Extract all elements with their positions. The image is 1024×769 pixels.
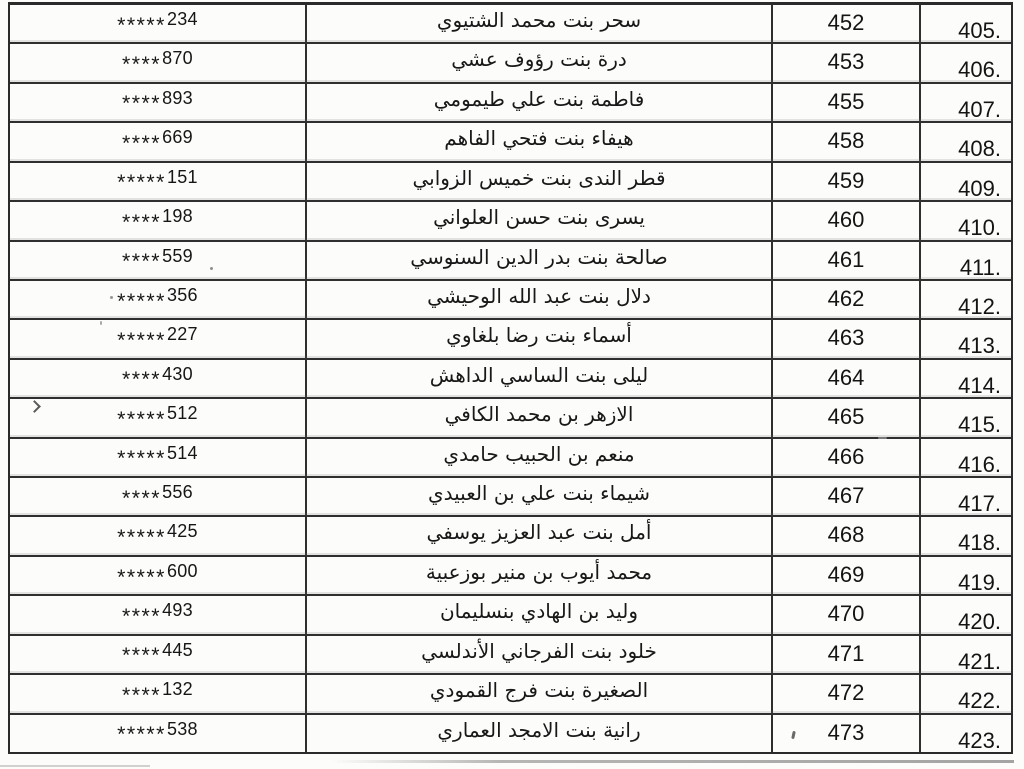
entry-number-cell — [773, 360, 919, 397]
masked-id-cell — [10, 5, 305, 42]
sequence-number: 418. — [958, 530, 1001, 555]
name-cell — [305, 478, 773, 515]
entry-number-cell — [773, 439, 919, 476]
masked-digits: 493 — [162, 600, 193, 621]
masked-digits: 669 — [162, 127, 193, 148]
masked-id-cell — [10, 478, 305, 515]
entry-number: 465 — [827, 404, 865, 430]
masked-digits: 132 — [162, 679, 193, 700]
entry-number-cell — [773, 5, 919, 42]
sequence-number-cell — [919, 399, 1011, 436]
sequence-number: 407. — [958, 96, 1001, 122]
sequence-number: 410. — [958, 215, 1001, 240]
masked-id-cell — [10, 675, 305, 712]
person-name: صالحة بنت بدر الدين السنوسي — [410, 244, 668, 269]
sequence-number-cell — [919, 202, 1011, 239]
masked-stars: **** — [122, 249, 162, 274]
masked-id-cell — [10, 44, 305, 81]
masked-digits: 893 — [162, 87, 193, 108]
sequence-number: 411. — [959, 254, 1001, 279]
table-row — [10, 555, 1011, 594]
masked-stars: **** — [122, 91, 162, 116]
entry-number: 461 — [827, 246, 865, 272]
person-name: خلود بنت الفرجاني الأندلسي — [421, 638, 657, 663]
person-name: أمل بنت عبد العزيز يوسفي — [426, 520, 652, 545]
masked-digits: 234 — [166, 9, 198, 29]
masked-id-cell — [10, 399, 305, 436]
entry-number: 469 — [827, 561, 865, 587]
entry-number: 473 — [827, 719, 865, 745]
sequence-number: 406. — [958, 57, 1001, 82]
entry-number: 468 — [827, 522, 865, 548]
masked-stars: ***** — [117, 406, 166, 431]
table-row — [10, 397, 1011, 436]
masked-id-cell — [10, 320, 305, 357]
name-cell — [305, 439, 773, 476]
entry-number: 455 — [827, 88, 865, 114]
sequence-number: 419. — [958, 569, 1001, 595]
name-cell — [305, 399, 773, 436]
entry-number-cell — [773, 84, 919, 121]
name-cell — [305, 517, 773, 554]
name-cell — [305, 557, 773, 594]
person-name: سحر بنت محمد الشتيوي — [436, 8, 642, 32]
masked-stars: ***** — [117, 722, 166, 747]
name-cell — [305, 242, 773, 279]
entry-number: 471 — [827, 640, 865, 666]
masked-stars: ***** — [117, 327, 166, 352]
entry-number-cell — [773, 44, 919, 81]
entry-number: 463 — [827, 325, 865, 351]
sequence-number: 414. — [958, 372, 1001, 398]
table-row — [10, 82, 1011, 121]
person-name: رانية بنت الامجد العماري — [437, 717, 641, 742]
table-row — [10, 673, 1011, 712]
person-name: درة بنت رؤوف عشي — [451, 47, 627, 72]
entry-number-cell — [773, 163, 919, 200]
sequence-number: 421. — [958, 648, 1001, 674]
entry-number-cell — [773, 478, 919, 515]
masked-id-cell — [10, 596, 305, 633]
masked-stars: **** — [122, 130, 162, 155]
sequence-number: 416. — [958, 451, 1001, 477]
masked-digits: 538 — [166, 718, 198, 739]
entry-number: 458 — [827, 128, 865, 154]
masked-digits: 445 — [162, 639, 193, 660]
masked-digits: 425 — [166, 521, 198, 542]
name-cell — [305, 84, 773, 121]
person-name: أسماء بنت رضا بلغاوي — [446, 323, 632, 348]
person-name: وليد بن الهادي بنسليمان — [439, 599, 639, 624]
name-cell — [305, 281, 773, 318]
entry-number-cell — [773, 715, 919, 752]
entry-number: 459 — [827, 167, 865, 193]
name-cell — [305, 596, 773, 633]
masked-digits: 559 — [162, 245, 193, 266]
table-row — [10, 437, 1011, 476]
table-row — [10, 200, 1011, 239]
sequence-number-cell — [919, 517, 1011, 554]
sequence-number-cell — [919, 715, 1011, 752]
name-cell — [305, 163, 773, 200]
sequence-number-cell — [919, 44, 1011, 81]
entry-number-cell — [773, 596, 919, 633]
masked-id-cell — [10, 202, 305, 239]
sequence-number: 413. — [958, 333, 1001, 358]
entry-number: 452 — [827, 10, 865, 35]
masked-stars: **** — [122, 209, 162, 234]
sequence-number: 423. — [958, 727, 1001, 753]
table-row — [10, 515, 1011, 554]
entry-number-cell — [773, 281, 919, 318]
masked-digits: 356 — [166, 284, 198, 305]
person-name: الصغيرة بنت فرج القمودي — [429, 678, 649, 703]
person-name: فاطمة بنت علي طيمومي — [433, 86, 645, 111]
sequence-number-cell — [919, 675, 1011, 712]
entry-number: 466 — [827, 443, 865, 469]
sequence-number: 415. — [958, 412, 1001, 437]
masked-digits: 227 — [166, 324, 198, 345]
masked-id-cell — [10, 636, 305, 673]
masked-id-cell — [10, 281, 305, 318]
entry-number: 467 — [827, 483, 865, 509]
entry-number: 460 — [827, 207, 865, 233]
sequence-number-cell — [919, 320, 1011, 357]
table-row — [10, 594, 1011, 633]
sequence-number-cell — [919, 123, 1011, 160]
name-cell — [305, 320, 773, 357]
sequence-number-cell — [919, 439, 1011, 476]
table-row — [10, 279, 1011, 318]
masked-digits: 556 — [162, 482, 193, 503]
masked-digits: 600 — [166, 560, 198, 581]
person-name: منعم بن الحبيب حامدي — [443, 441, 635, 466]
name-cell — [305, 636, 773, 673]
sequence-number-cell — [919, 281, 1011, 318]
masked-id-cell — [10, 715, 305, 752]
person-name: الازهر بن محمد الكافي — [444, 402, 634, 427]
sequence-number-cell — [919, 242, 1011, 279]
entry-number: 462 — [827, 285, 865, 311]
table-row — [10, 42, 1011, 81]
person-name: هيفاء بنت فتحي الفاهم — [444, 126, 634, 151]
entry-number: 464 — [827, 364, 865, 390]
entry-number: 472 — [827, 680, 865, 706]
scan-artifact — [330, 760, 1014, 763]
table-row — [10, 713, 1011, 752]
masked-stars: ***** — [117, 525, 166, 550]
masked-stars: **** — [122, 603, 162, 628]
person-name: يسرى بنت حسن العلواني — [433, 205, 645, 230]
sequence-number-cell — [919, 596, 1011, 633]
masked-id-cell — [10, 557, 305, 594]
table-row — [10, 318, 1011, 357]
sequence-number: 412. — [958, 293, 1001, 319]
name-cell — [305, 202, 773, 239]
masked-stars: **** — [122, 367, 162, 392]
sequence-number: 420. — [958, 609, 1001, 634]
masked-stars: ***** — [117, 12, 166, 37]
entry-number-cell — [773, 399, 919, 436]
sequence-number-cell — [919, 360, 1011, 397]
sequence-number-cell — [919, 163, 1011, 200]
table-row — [10, 358, 1011, 397]
table-row — [10, 634, 1011, 673]
sequence-number: 417. — [958, 491, 1001, 516]
sequence-number-cell — [919, 84, 1011, 121]
masked-stars: **** — [122, 52, 162, 77]
masked-digits: 870 — [162, 48, 193, 69]
masked-id-cell — [10, 360, 305, 397]
name-cell — [305, 715, 773, 752]
entry-number: 453 — [827, 49, 865, 75]
masked-id-cell — [10, 517, 305, 554]
sequence-number: 408. — [958, 136, 1001, 161]
table-row — [10, 161, 1011, 200]
entry-number-cell — [773, 675, 919, 712]
entry-number-cell — [773, 123, 919, 160]
name-cell — [305, 5, 773, 42]
masked-id-cell — [10, 242, 305, 279]
name-cell — [305, 675, 773, 712]
person-name: دلال بنت عبد الله الوحيشي — [427, 283, 651, 308]
scan-artifact — [0, 765, 150, 767]
masked-id-cell — [10, 163, 305, 200]
masked-stars: **** — [122, 682, 162, 707]
masked-stars: ***** — [117, 170, 166, 195]
person-name: ليلى بنت الساسي الداهش — [429, 362, 649, 387]
masked-digits: 512 — [166, 403, 198, 424]
table-row — [10, 5, 1011, 42]
name-cell — [305, 123, 773, 160]
masked-digits: 198 — [162, 206, 193, 227]
entry-number-cell — [773, 320, 919, 357]
name-cell — [305, 44, 773, 81]
entry-number-cell — [773, 202, 919, 239]
table-row — [10, 121, 1011, 160]
sequence-number-cell — [919, 557, 1011, 594]
masked-stars: ***** — [117, 446, 166, 471]
masked-stars: ***** — [117, 564, 166, 589]
table-row — [10, 476, 1011, 515]
masked-id-cell — [10, 439, 305, 476]
name-cell — [305, 360, 773, 397]
sequence-number: 405. — [958, 18, 1001, 43]
sequence-number-cell — [919, 636, 1011, 673]
sequence-number-cell — [919, 478, 1011, 515]
person-name: قطر الندى بنت خميس الزوابي — [412, 165, 666, 190]
table-row — [10, 240, 1011, 279]
entry-number-cell — [773, 636, 919, 673]
masked-digits: 514 — [166, 442, 198, 463]
masked-id-cell — [10, 123, 305, 160]
masked-stars: ***** — [117, 288, 166, 313]
entry-number-cell — [773, 557, 919, 594]
masked-digits: 430 — [162, 363, 193, 384]
person-name: شيماء بنت علي بن العبيدي — [427, 481, 651, 506]
masked-id-cell — [10, 84, 305, 121]
results-table — [8, 2, 1013, 754]
masked-stars: **** — [122, 643, 162, 668]
masked-stars: **** — [122, 485, 162, 510]
person-name: محمد أيوب بن منير بوزعبية — [425, 559, 653, 584]
masked-digits: 151 — [166, 166, 198, 187]
entry-number-cell — [773, 517, 919, 554]
entry-number-cell — [773, 242, 919, 279]
entry-number: 470 — [827, 601, 865, 627]
sequence-number-cell — [919, 5, 1011, 42]
sequence-number: 409. — [958, 175, 1001, 201]
sequence-number: 422. — [958, 688, 1001, 713]
